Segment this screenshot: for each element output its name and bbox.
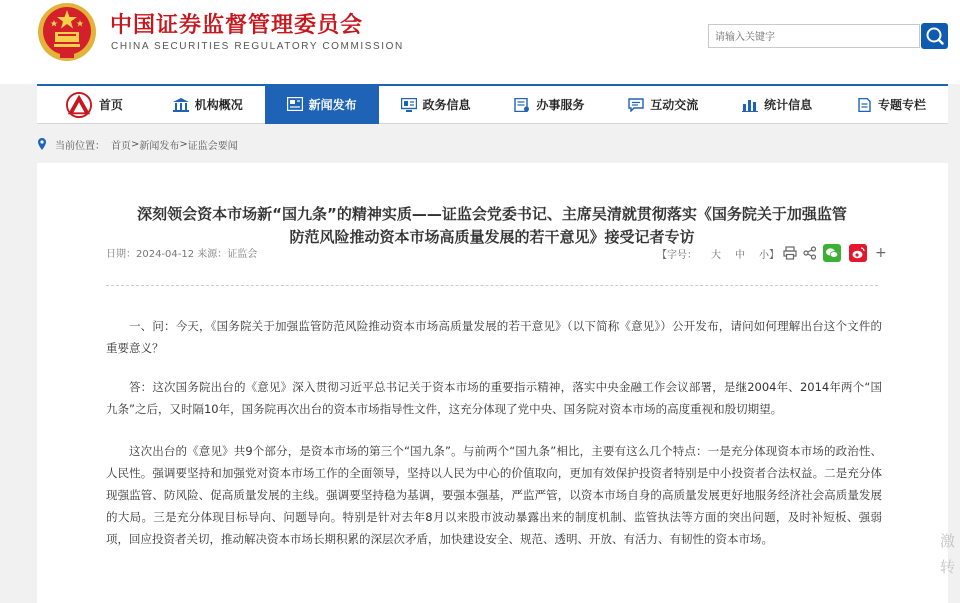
article-title-line2: 防范风险推动资本市场高质量发展的若干意见》接受记者专访 — [289, 228, 695, 246]
nav-label: 专题专栏 — [878, 98, 927, 112]
chat-icon — [628, 98, 644, 112]
nav-label: 政务信息 — [422, 98, 471, 112]
weibo-share-button[interactable] — [849, 244, 867, 262]
breadcrumb-separator: > — [131, 138, 140, 150]
nav-label: 办事服务 — [536, 98, 585, 112]
font-size-large[interactable]: 大 — [711, 249, 721, 261]
article-title-line1: 深刻领会资本市场新“国九条”的精神实质——证监会党委书记、主席吴清就贯彻落实《国务院关于加强监管 — [137, 205, 847, 223]
font-size-label: 【字号： — [657, 249, 697, 261]
nav-item-news[interactable] — [265, 84, 379, 124]
logo-icon — [65, 92, 93, 118]
search-box — [708, 24, 920, 48]
article-paragraph: 一、问：今天，《国务院关于加强监管防范风险推动资本市场高质量发展的若干意见》（以下简称《意见》）公开发布，请问如何理解出台这个文件的重要意义？ — [106, 319, 882, 355]
nav-label: 新闻发布 — [308, 97, 357, 112]
breadcrumb-csrc-news[interactable]: 证监会要闻 — [187, 140, 238, 152]
watermark-text: 激转 — [940, 532, 956, 576]
share-icon[interactable] — [803, 246, 817, 260]
breadcrumb-home[interactable]: 首页 — [111, 140, 131, 152]
breadcrumb — [37, 136, 238, 152]
search-button[interactable] — [921, 23, 948, 49]
font-size-medium[interactable]: 中 — [735, 249, 745, 261]
site-subtitle: CHINA SECURITIES REGULATORY COMMISSION — [111, 41, 404, 52]
print-icon[interactable] — [783, 246, 797, 260]
article-paragraph: 这次出台的《意见》共9个部分，是资本市场的第三个“国九条”。与前两个“国九条”相比，主要有这么几个特点：一是充分体现资本市场的政治性、人民性。强调要坚持和加强党对资本市场工作的全面领导，坚持以人民为中心的价值取向，更加有效保护投资者特别是中小投资者合法权益。二是充分体现强监管、防风险、促高质量发展的主线。强调要坚持稳为基调，要强本强基，严监严管，以资本市场自身的高质量发展更好地服务经济社会高质量发展的大局。三是充分体现目标导向、问题导向。特别是针对去年8月以来股市波动暴露出来的制度机制、监管执法等方面的突出问题，及时补短板、强弱项，回应投资者关切，推动解决资本市场长期积累的深层次矛盾，加快建设安全、规范、透明、开放、有活力、有韧性的资本市场。 — [106, 444, 882, 546]
breadcrumb-prefix: 当前位置： — [55, 140, 105, 152]
building-icon — [173, 98, 189, 112]
nav-item-home[interactable] — [37, 86, 151, 123]
search-input[interactable] — [713, 27, 917, 49]
search-icon — [921, 23, 948, 49]
wechat-share-button[interactable] — [823, 244, 841, 262]
title-divider — [106, 285, 878, 286]
news-icon — [287, 97, 303, 111]
nav-label: 机构概况 — [194, 98, 243, 112]
nav-item-government-info[interactable] — [379, 86, 493, 123]
national-emblem-icon[interactable] — [34, 2, 100, 64]
main-nav — [37, 84, 948, 124]
breadcrumb-news[interactable]: 新闻发布 — [139, 140, 180, 152]
nav-label: 首页 — [98, 98, 123, 112]
article-tools — [657, 243, 887, 263]
article-meta: 日期：2024-04-12 来源：证监会 — [106, 249, 258, 260]
monitor-icon — [401, 98, 417, 112]
nav-item-statistics[interactable] — [720, 86, 834, 123]
font-size-small[interactable]: 小】 — [759, 249, 779, 261]
breadcrumb-separator: > — [179, 138, 188, 150]
more-share-icon[interactable]: + — [875, 245, 887, 261]
bar-chart-icon — [742, 98, 758, 112]
document-icon — [514, 98, 530, 112]
nav-item-services[interactable] — [493, 86, 607, 123]
article-container — [37, 163, 948, 603]
nav-item-special-topics[interactable] — [834, 86, 948, 123]
nav-label: 统计信息 — [764, 98, 813, 112]
article-paragraph: 答：这次国务院出台的《意见》深入贯彻习近平总书记关于资本市场的重要指示精神，落实中央金融工作会议部署，是继2004年、2014年两个“国九条”之后，又时隔10年，国务院再次出台的资本市场指导性文件，这充分体现了党中央、国务院对资本市场的高度重视和殷切期望。 — [106, 380, 882, 416]
site-title[interactable]: 中国证券监督管理委员会 — [110, 13, 364, 38]
file-icon — [856, 98, 872, 112]
wechat-icon — [823, 244, 841, 262]
nav-label: 互动交流 — [650, 98, 699, 112]
nav-item-organization[interactable] — [151, 86, 265, 123]
site-header — [0, 0, 960, 84]
location-pin-icon — [37, 138, 47, 150]
weibo-icon — [849, 244, 867, 262]
nav-item-interaction[interactable] — [606, 86, 720, 123]
